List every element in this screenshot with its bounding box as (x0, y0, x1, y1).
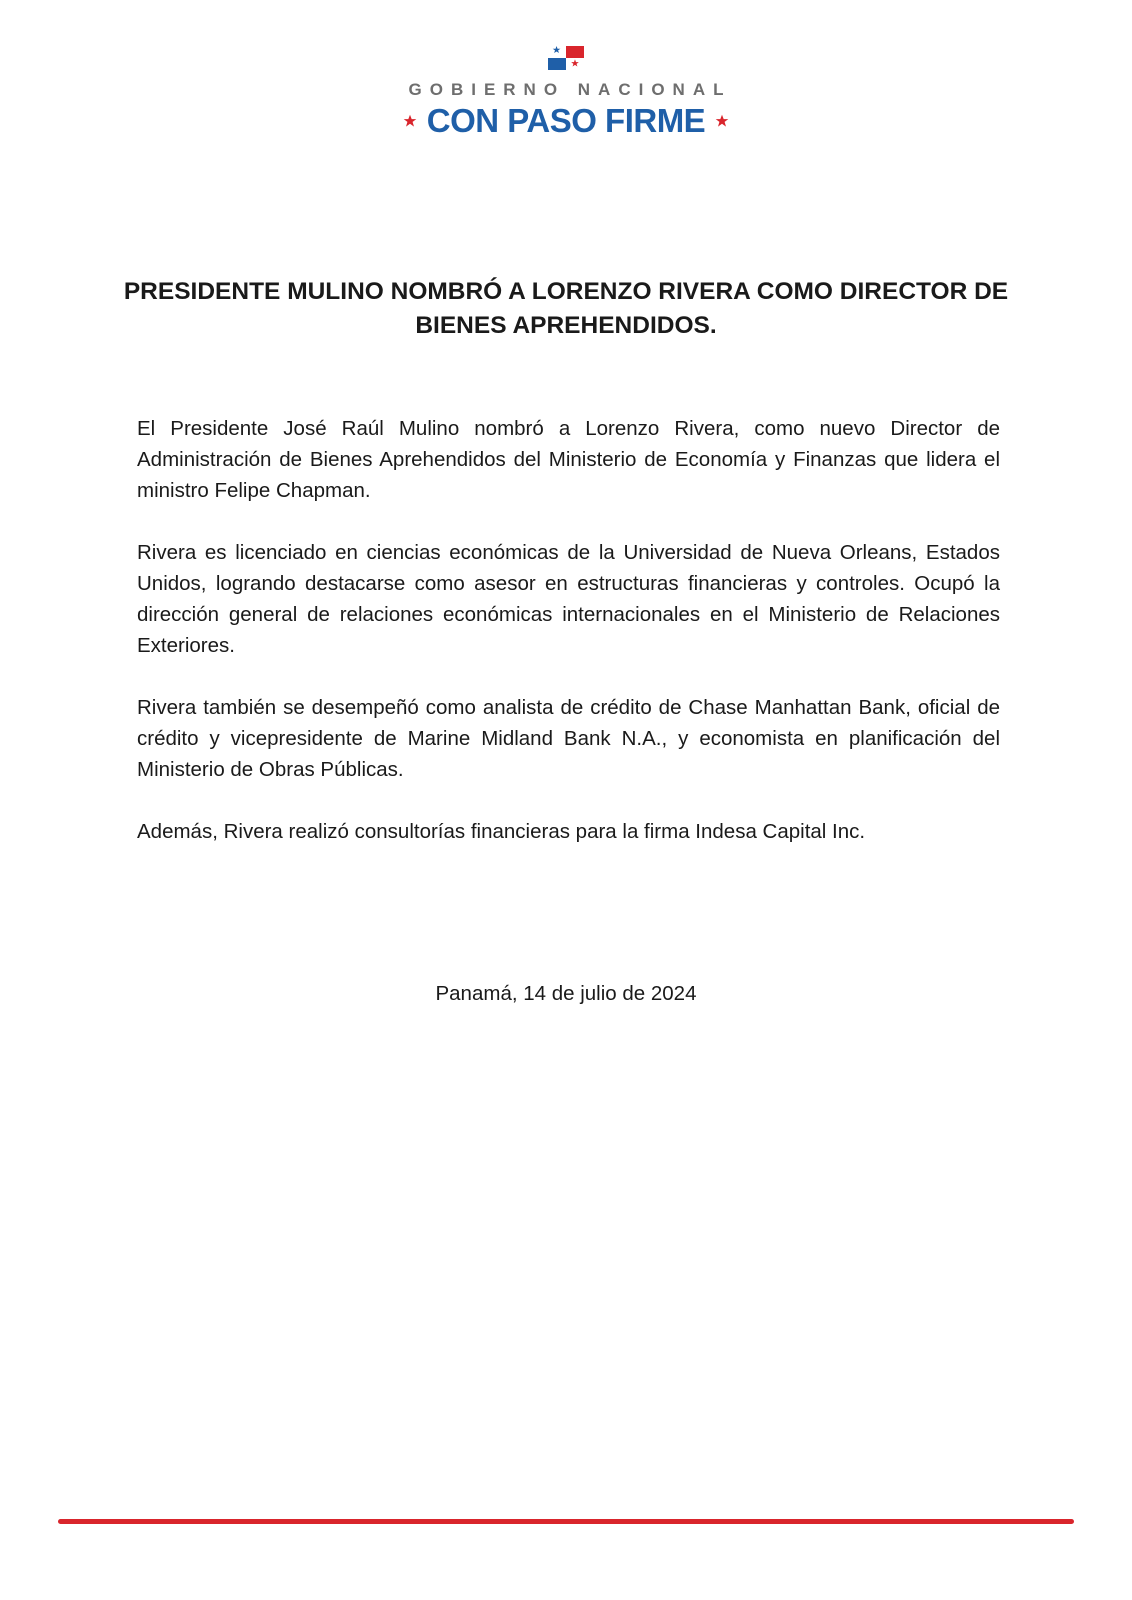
paragraph: El Presidente José Raúl Mulino nombró a Lorenzo Rivera, como nuevo Director de Administración de Bienes Aprehendidos del Ministerio de Economía y Finanzas que lidera el ministro Felipe Chapman. (137, 417, 1000, 502)
dateline: Panamá, 14 de julio de 2024 (435, 982, 697, 1005)
release-body (137, 413, 1000, 878)
government-logo (0, 44, 1132, 140)
star-icon (403, 114, 417, 128)
paragraph: Además, Rivera realizó consultorías financieras para la firma Indesa Capital Inc. (137, 820, 866, 843)
motto: CON PASO FIRME (426, 102, 706, 139)
panama-flag-icon (546, 44, 586, 72)
motto-row (0, 102, 1132, 140)
paragraph: Rivera también se desempeñó como analista de crédito de Chase Manhattan Bank, oficial de crédito y vicepresidente de Marine Midland Bank N.A., y economista en planificación del Ministerio de Obras Públicas. (137, 696, 1000, 781)
government-line: GOBIERNO NACIONAL (408, 80, 732, 99)
release-title: PRESIDENTE MULINO NOMBRÓ A LORENZO RIVERA COMO DIRECTOR DE BIENES APREHENDIDOS. (123, 278, 1009, 339)
star-icon (715, 114, 729, 128)
footer-divider (58, 1519, 1074, 1524)
paragraph: Rivera es licenciado en ciencias económicas de la Universidad de Nueva Orleans, Estados Unidos, logrando destacarse como asesor en estructuras financieras y controles. Ocupó la dirección general de relaciones económicas internacionales en el Ministerio de Relaciones Exteriores. (137, 541, 1000, 657)
